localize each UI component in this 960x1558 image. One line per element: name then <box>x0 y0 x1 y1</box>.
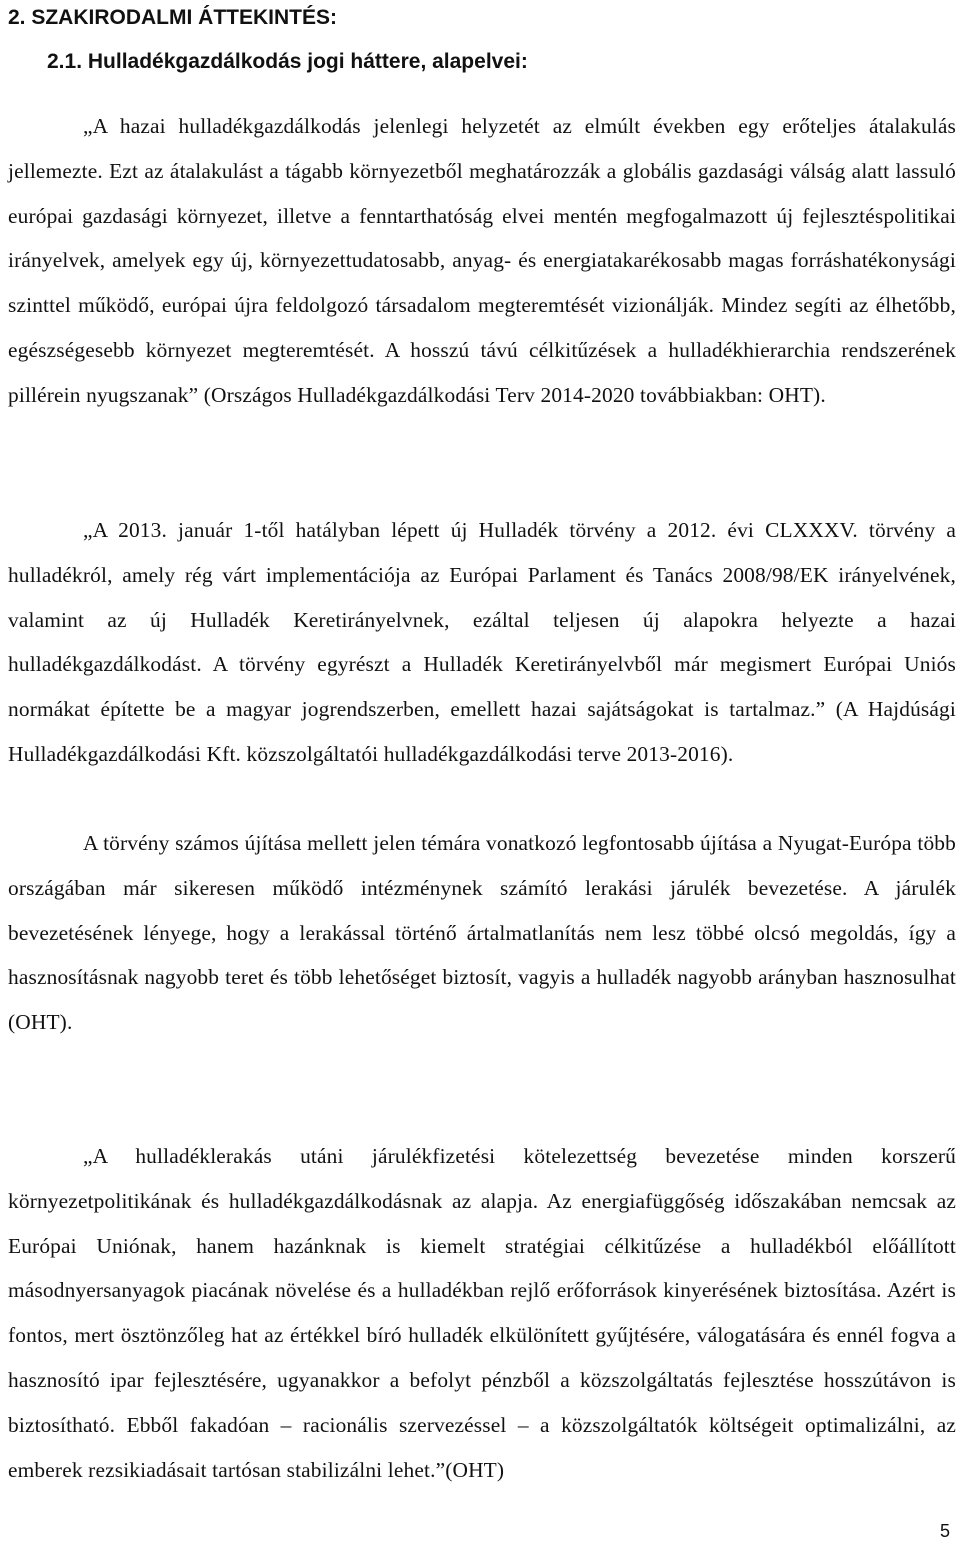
paragraph-levy-importance: „A hulladéklerakás utáni járulékfizetési kötelezettség bevezetése minden korszerű környezetpolitikának és hulladékgazdálkodásnak az alapja. Az energiafüggőség időszakában nemcsak az Európai Uniónak, hanem hazánknak is kiemelt stratégiai célkitűzése a hulladékból előállított másodnyersanyagok piacának növelése és a hulladékban rejlő erőforrások kinyerésének biztosítása. Azért is fontos, mert ösztönzőleg hat az értékkel bíró hulladék elkülönített gyűjtésére, válogatására és ennél fogva a hasznosító ipar fejlesztésére, ugyanakkor a befolyt pénzből a közszolgáltatás fejlesztése hosszútávon is biztosítható. Ebből fakadóan – racionális szervezéssel – a közszolgáltatók költségeit optimalizálni, az emberek rezsikiadásait tartósan stabilizálni lehet.”(OHT) <box>8 1144 956 1482</box>
page-number: 5 <box>939 1521 950 1541</box>
paragraph-waste-law: „A 2013. január 1-től hatályban lépett új Hulladék törvény a 2012. évi CLXXXV. törvény a hulladékról, amely rég várt implementációja az Európai Parlament és Tanács 2008/98/EK irányelvének, valamint az új Hulladék Keretirányelvnek, ezáltal teljesen új alapokra helyezte a hazai hulladékgazdálkodást. A törvény egyrészt a Hulladék Keretirányelvből már megismert Európai Uniós normákat építette be a magyar jogrendszerben, emellett hazai sajátságokat is tartalmaz.” (A Hajdúsági Hulladékgazdálkodási Kft. közszolgáltatói hulladékgazdálkodási terve 2013-2016). <box>8 518 956 766</box>
section-heading: 2. SZAKIRODALMI ÁTTEKINTÉS: <box>8 6 337 29</box>
paragraph-oht-quote: „A hazai hulladékgazdálkodás jelenlegi helyzetét az elmúlt években egy erőteljes átalakulás jellemezte. Ezt az átalakulást a tágabb környezetből meghatározzák a globális gazdasági válság alatt lassuló európai gazdasági környezet, illetve a fenntarthatóság elvei mentén megfogalmazott új fejlesztéspolitikai irányelvek, amelyek egy új, környezettudatosabb, anyag- és energiatakarékosabb magas forráshatékonysági szinttel működő, európai újra feldolgozó társadalom megteremtését vizionálják. Mindez segíti az élhetőbb, egészségesebb környezet megteremtését. A hosszú távú célkitűzések a hulladékhierarchia rendszerének pillérein nyugszanak” (Országos Hulladékgazdálkodási Terv 2014-2020 továbbiakban: OHT). <box>8 114 956 407</box>
paragraph-landfill-levy: A törvény számos újítása mellett jelen témára vonatkozó legfontosabb újítása a Nyugat-Európa több országában már sikeresen működő intézménynek számító lerakási járulék bevezetése. A járulék bevezetésének lényege, hogy a lerakással történő ártalmatlanítás nem lesz többé olcsó megoldás, így a hasznosításnak nagyobb teret és több lehetőséget biztosít, vagyis a hulladék nagyobb arányban hasznosulhat (OHT). <box>8 831 956 1035</box>
subsection-heading: 2.1. Hulladékgazdálkodás jogi háttere, alapelvei: <box>47 50 528 73</box>
